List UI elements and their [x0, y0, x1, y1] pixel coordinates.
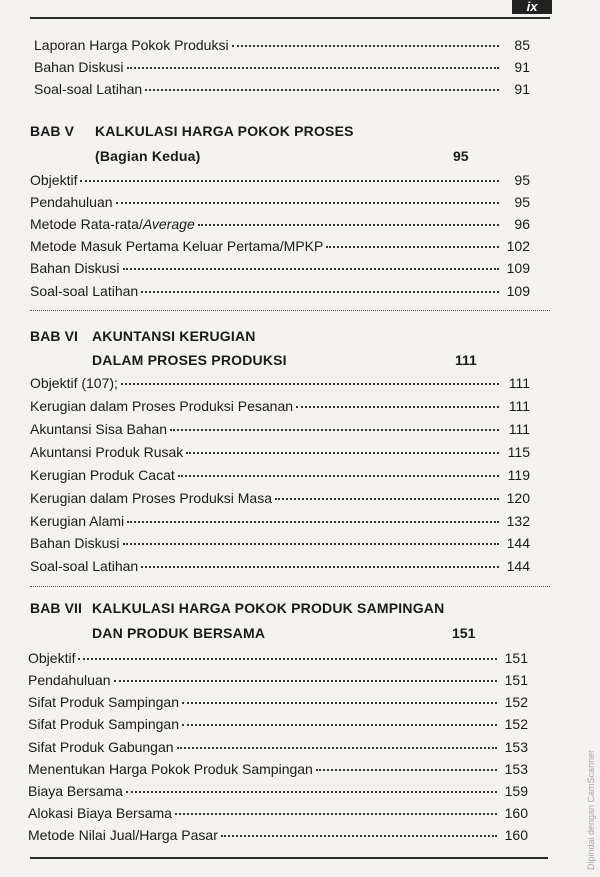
toc-entry: Objektif (107); 111: [30, 375, 530, 391]
chapter-title: DAN PRODUK BERSAMA: [92, 625, 266, 641]
dot-leader: [127, 57, 500, 69]
dot-leader: [177, 737, 497, 749]
chapter-title: KALKULASI HARGA POKOK PROSES: [95, 123, 354, 139]
dot-leader: [123, 258, 500, 270]
chapter-label: BAB V: [30, 123, 75, 139]
toc-entry: Objektif 95: [30, 172, 530, 188]
toc-entry: Soal-soal Latihan 109: [30, 283, 530, 299]
dot-leader: [80, 170, 499, 182]
dot-leader: [127, 511, 499, 523]
toc-entry: Alokasi Biaya Bersama 160: [28, 805, 528, 821]
toc-entry: Menentukan Harga Pokok Produk Sampingan 153: [28, 761, 528, 777]
toc-entry: Metode Rata-rata/Average 96: [30, 216, 530, 232]
toc-entry: Sifat Produk Sampingan 152: [28, 694, 528, 710]
chapter-page: 111: [455, 352, 477, 368]
dot-leader: [186, 442, 499, 454]
chapter-title: (Bagian Kedua): [95, 148, 201, 164]
dot-leader: [116, 192, 499, 204]
page-number-tab: ix: [512, 0, 552, 14]
dot-leader: [296, 396, 499, 408]
dot-leader: [141, 281, 499, 293]
toc-entry: Laporan Harga Pokok Produksi 85: [34, 37, 530, 53]
dot-leader: [145, 79, 499, 91]
dot-leader: [232, 35, 499, 47]
toc-entry: Soal-soal Latihan 91: [34, 81, 530, 97]
chapter-page: 151: [452, 625, 476, 641]
section-divider: [30, 586, 550, 587]
toc-entry: Kerugian dalam Proses Produksi Pesanan 111: [30, 398, 530, 414]
scanner-watermark: Dipindai dengan CamScanner: [586, 749, 596, 870]
dot-leader: [182, 714, 497, 726]
dot-leader: [326, 236, 499, 248]
toc-entry: Sifat Produk Gabungan 153: [28, 739, 528, 755]
toc-entry: Metode Nilai Jual/Harga Pasar 160: [28, 827, 528, 843]
toc-entry: Bahan Diskusi 144: [30, 535, 530, 551]
toc-entry: Metode Masuk Pertama Keluar Pertama/MPKP 102: [30, 238, 530, 254]
dot-leader: [126, 781, 497, 793]
dot-leader: [316, 759, 497, 771]
dot-leader: [275, 488, 499, 500]
dot-leader: [198, 214, 499, 226]
section-divider: [30, 310, 550, 311]
chapter-label: BAB VII: [30, 600, 83, 616]
toc-entry: Pendahuluan 95: [30, 194, 530, 210]
top-rule: [30, 17, 550, 19]
dot-leader: [182, 692, 497, 704]
toc-entry: Kerugian Produk Cacat 119: [30, 467, 530, 483]
dot-leader: [170, 419, 499, 431]
toc-entry: Pendahuluan 151: [28, 672, 528, 688]
toc-entry: Bahan Diskusi 109: [30, 260, 530, 276]
chapter-title: KALKULASI HARGA POKOK PRODUK SAMPINGAN: [92, 600, 445, 616]
chapter-title: DALAM PROSES PRODUKSI: [92, 352, 287, 368]
dot-leader: [78, 648, 497, 660]
toc-entry: Sifat Produk Sampingan 152: [28, 716, 528, 732]
dot-leader: [221, 825, 497, 837]
toc-entry: Kerugian dalam Proses Produksi Masa 120: [30, 490, 530, 506]
toc-entry: Soal-soal Latihan 144: [30, 558, 530, 574]
chapter-label: BAB VI: [30, 328, 79, 344]
toc-entry: Biaya Bersama 159: [28, 783, 528, 799]
dot-leader: [178, 465, 499, 477]
dot-leader: [175, 803, 497, 815]
toc-entry: Objektif 151: [28, 650, 528, 666]
bottom-rule: [30, 857, 548, 859]
toc-entry: Akuntansi Sisa Bahan 111: [30, 421, 530, 437]
toc-entry: Akuntansi Produk Rusak 115: [30, 444, 530, 460]
chapter-page: 95: [453, 148, 469, 164]
toc-entry: Kerugian Alami 132: [30, 513, 530, 529]
dot-leader: [114, 670, 497, 682]
dot-leader: [123, 533, 500, 545]
toc-entry: Bahan Diskusi 91: [34, 59, 530, 75]
dot-leader: [141, 556, 499, 568]
chapter-title: AKUNTANSI KERUGIAN: [92, 328, 256, 344]
dot-leader: [121, 373, 499, 385]
